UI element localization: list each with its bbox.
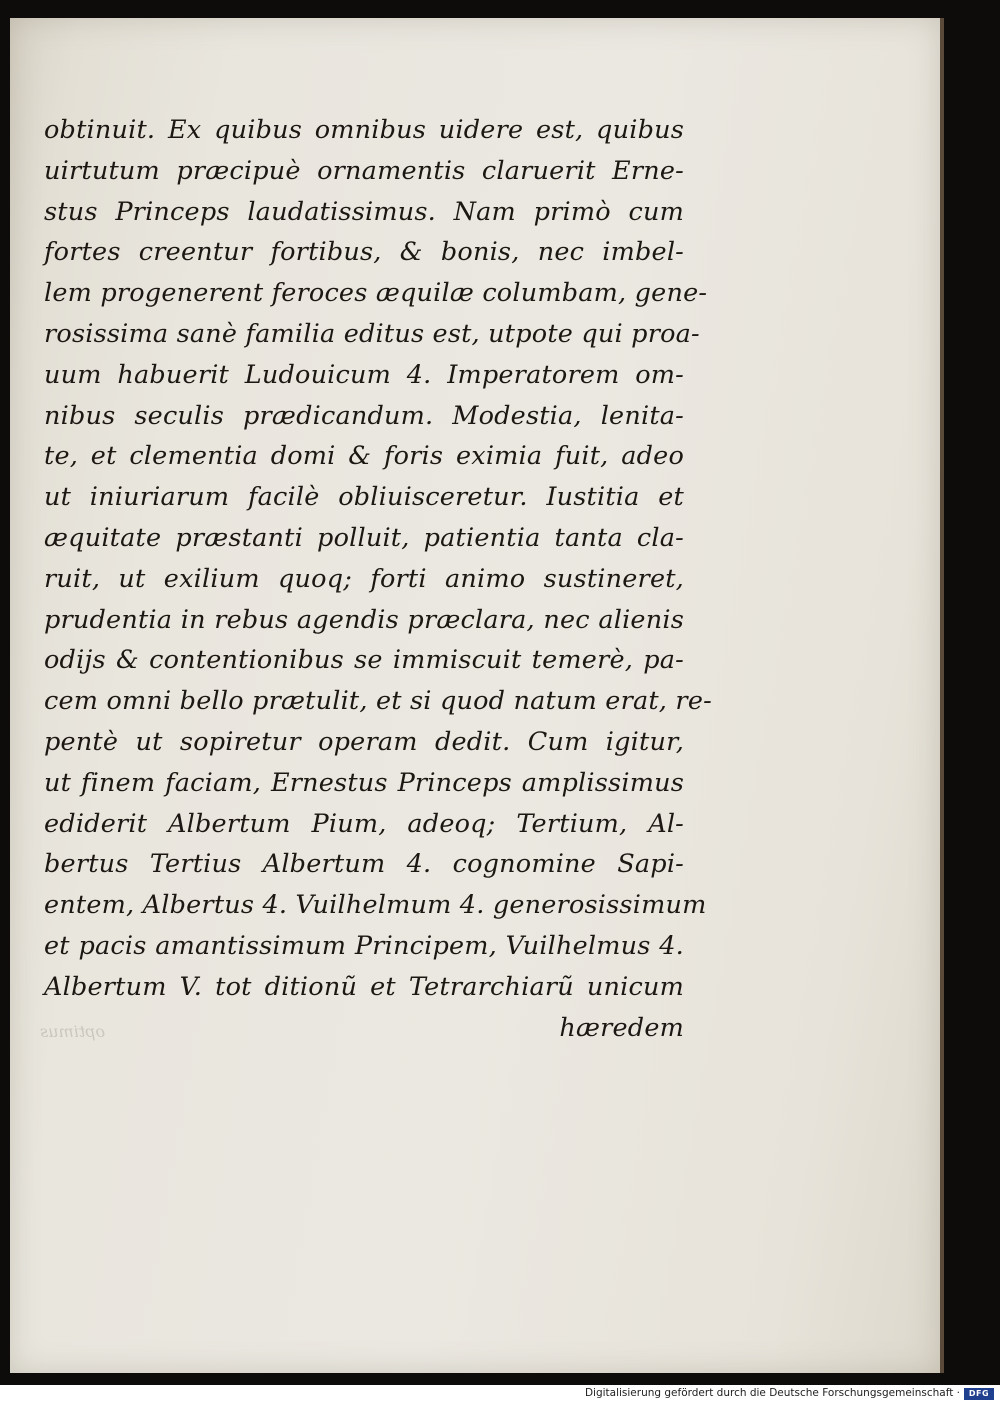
text-line: uirtutum præcipuè ornamentis claruerit Erne- <box>44 155 684 186</box>
text-line: stus Princeps laudatissimus. Nam primò cum <box>44 196 684 227</box>
text-line: prudentia in rebus agendis præclara, nec alienis <box>44 604 684 635</box>
text-line: lem progenerent feroces æquilæ columbam, gene- <box>44 278 708 309</box>
text-line: Albertum V. tot ditionũ et Tetrarchiarũ unicum <box>44 971 684 1002</box>
text-line: rosissima sanè familia editus est, utpote qui proa- <box>44 318 700 349</box>
text-line: odijs & contentionibus se immiscuit temerè, pa- <box>44 645 684 676</box>
footer-bar <box>0 1385 1000 1403</box>
text-line: entem, Albertus 4. Vuilhelmum 4. generosissimum <box>44 890 707 921</box>
text-line: et pacis amantissimum Principem, Vuilhelmus 4. <box>44 930 684 961</box>
text-line: nibus seculis prædicandum. Modestia, lenita- <box>44 400 684 431</box>
footer-credit: Digitalisierung gefördert durch die Deutsche Forschungsgemeinschaft · <box>584 1387 960 1399</box>
text-line: ediderit Albertum Pium, adeoq; Tertium, Al- <box>44 808 684 839</box>
text-line: fortes creentur fortibus, & bonis, nec imbel- <box>44 237 684 268</box>
text-line: æquitate præstanti polluit, patientia tanta cla- <box>44 522 684 553</box>
text-line: uum habuerit Ludouicum 4. Imperatorem om- <box>44 359 684 390</box>
body-text <box>44 110 712 1048</box>
text-line: obtinuit. Ex quibus omnibus uidere est, quibus <box>44 115 684 145</box>
show-through-text: optimus <box>40 1022 106 1041</box>
text-line: ut iniuriarum facilè obliuisceretur. Iustitia et <box>44 482 684 513</box>
text-line: te, et clementia domi & foris eximia fuit, adeo <box>44 441 684 472</box>
page-edge <box>940 18 944 1373</box>
text-line: pentè ut sopiretur operam dedit. Cum igitur, <box>44 726 684 757</box>
text-line: ut finem faciam, Ernestus Princeps amplissimus <box>44 767 684 798</box>
text-line: cem omni bello prætulit, et si quod natum erat, re- <box>44 686 712 717</box>
catchword: hæredem <box>559 1012 684 1043</box>
text-line: ruit, ut exilium quoq; forti animo sustineret, <box>44 563 684 594</box>
text-line: bertus Tertius Albertum 4. cognomine Sapi- <box>44 849 684 880</box>
dfg-logo-icon: DFG <box>964 1388 994 1400</box>
